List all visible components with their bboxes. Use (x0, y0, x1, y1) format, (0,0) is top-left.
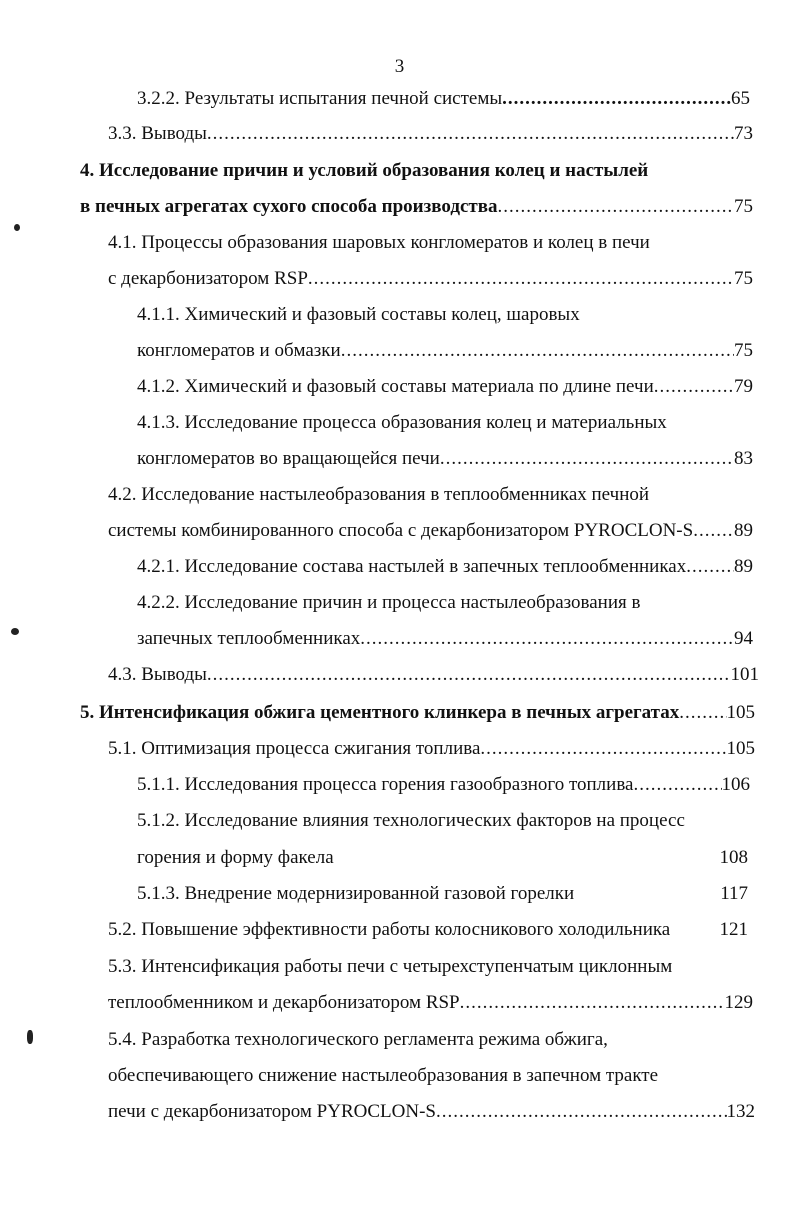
toc-entry-5-1-3: 5.1.3. Внедрение модернизированной газовой горелки (137, 883, 575, 904)
toc-entry-5-2: 5.2. Повышение эффективности работы колосникового холодильника (108, 919, 671, 940)
toc-page: 83 (734, 448, 753, 469)
toc-entry-title: конгломератов во вращающейся печи (137, 448, 440, 469)
toc-page: 101 (730, 664, 759, 685)
toc-page: 105 (726, 702, 755, 723)
toc-leader (460, 990, 725, 1016)
toc-entry-5-1 (108, 736, 755, 762)
toc-page: 75 (734, 340, 753, 361)
scan-artifact (14, 224, 20, 231)
toc-entry-title: 3.3. Выводы (108, 123, 207, 144)
toc-entry-title: в печных агрегатах сухого способа производства (80, 196, 498, 217)
toc-entry-title: системы комбинированного способа с декарбонизатором PYROCLON-S (108, 520, 694, 541)
toc-entry-title: 5. Интенсификация обжига цементного клинкера в печных агрегатах (80, 702, 680, 723)
toc-page: 89 (734, 520, 753, 541)
toc-page: 106 (721, 774, 750, 795)
toc-entry-3-3 (108, 121, 753, 147)
toc-page: 108 (719, 847, 748, 868)
toc-page: 65 (731, 88, 750, 109)
toc-page: 132 (726, 1101, 755, 1122)
toc-page: 75 (734, 268, 753, 289)
toc-entry-5-4-line1: 5.4. Разработка технологического регламента режима обжига, (108, 1029, 608, 1050)
toc-entry-4-1-3-line2 (137, 446, 753, 472)
toc-entry-title: 3.2.2. Результаты испытания печной системы (137, 88, 503, 109)
toc-entry-4-2-line2 (108, 518, 753, 544)
toc-leader (498, 194, 735, 220)
toc-leader (436, 1099, 727, 1125)
toc-page: 79 (734, 376, 753, 397)
toc-leader (207, 121, 734, 147)
toc-entry-4-1-1-line2 (137, 338, 753, 364)
toc-leader (686, 554, 734, 580)
toc-leader (207, 662, 731, 688)
toc-entry-title: теплообменником и декарбонизатором RSP (108, 992, 460, 1013)
toc-entry-title: 5.1. Оптимизация процесса сжигания топлива (108, 738, 481, 759)
toc-leader (480, 736, 726, 762)
toc-entry-5-3-line2 (108, 990, 753, 1016)
toc-entry-5-1-2-line1: 5.1.2. Исследование влияния технологических факторов на процесс (137, 810, 685, 831)
toc-leader (440, 446, 734, 472)
toc-leader (654, 374, 734, 400)
toc-page: 117 (720, 883, 748, 904)
toc-entry-4-1-1-line1: 4.1.1. Химический и фазовый составы колец, шаровых (137, 304, 580, 325)
toc-entry-5-4-line3 (108, 1099, 755, 1125)
toc-entry-4-2-2-line2 (137, 626, 753, 652)
toc-page: 129 (724, 992, 753, 1013)
toc-entry-title: с декарбонизатором RSP (108, 268, 308, 289)
toc-entry-4-1-2 (137, 374, 753, 400)
toc-entry-title: печи с декарбонизатором PYROCLON-S (108, 1101, 436, 1122)
toc-entry-4-1-3-line1: 4.1.3. Исследование процесса образования колец и материальных (137, 412, 667, 433)
toc-entry-4-3 (108, 662, 759, 688)
scan-artifact (27, 1030, 33, 1044)
toc-entry-3-2-2 (137, 86, 750, 112)
toc-chapter-5 (80, 700, 755, 726)
toc-page: 121 (719, 919, 748, 940)
page-number: 3 (394, 56, 405, 77)
toc-entry-title: конгломератов и обмазки (137, 340, 341, 361)
toc-leader (502, 86, 731, 112)
toc-entry-5-4-line2: обеспечивающего снижение настылеобразования в запечном тракте (108, 1065, 659, 1086)
scan-artifact (11, 628, 19, 635)
toc-page: 75 (734, 196, 753, 217)
toc-entry-title: запечных теплообменниках (137, 628, 361, 649)
toc-entry-title: 4.2.1. Исследование состава настылей в запечных теплообменниках (137, 556, 687, 577)
toc-page: 89 (734, 556, 753, 577)
toc-entry-5-3-line1: 5.3. Интенсификация работы печи с четырехступенчатым циклонным (108, 956, 673, 977)
toc-entry-title: 4.3. Выводы (108, 664, 207, 685)
toc-chapter-4-line1: 4. Исследование причин и условий образования колец и настылей (80, 160, 649, 181)
toc-page: 105 (726, 738, 755, 759)
toc-entry-4-1-line2 (108, 266, 753, 292)
toc-entry-4-1-line1: 4.1. Процессы образования шаровых конгломератов и колец в печи (108, 232, 650, 253)
toc-entry-4-2-line1: 4.2. Исследование настылеобразования в теплообменниках печной (108, 484, 650, 505)
toc-leader (308, 266, 734, 292)
toc-entry-5-1-2-line2: горения и форму факела (137, 847, 334, 868)
toc-leader (341, 338, 734, 364)
toc-leader (679, 700, 726, 726)
toc-chapter-4-line2 (80, 194, 753, 220)
toc-page: 73 (734, 123, 753, 144)
toc-entry-4-2-2-line1: 4.2.2. Исследование причин и процесса настылеобразования в (137, 592, 641, 613)
toc-leader (360, 626, 734, 652)
toc-entry-5-1-1 (137, 772, 750, 798)
toc-page: 94 (734, 628, 753, 649)
toc-leader (693, 518, 734, 544)
toc-entry-4-2-1 (137, 554, 753, 580)
toc-leader (634, 772, 722, 798)
toc-entry-title: 4.1.2. Химический и фазовый составы материала по длине печи (137, 376, 654, 397)
toc-entry-title: 5.1.1. Исследования процесса горения газообразного топлива (137, 774, 634, 795)
